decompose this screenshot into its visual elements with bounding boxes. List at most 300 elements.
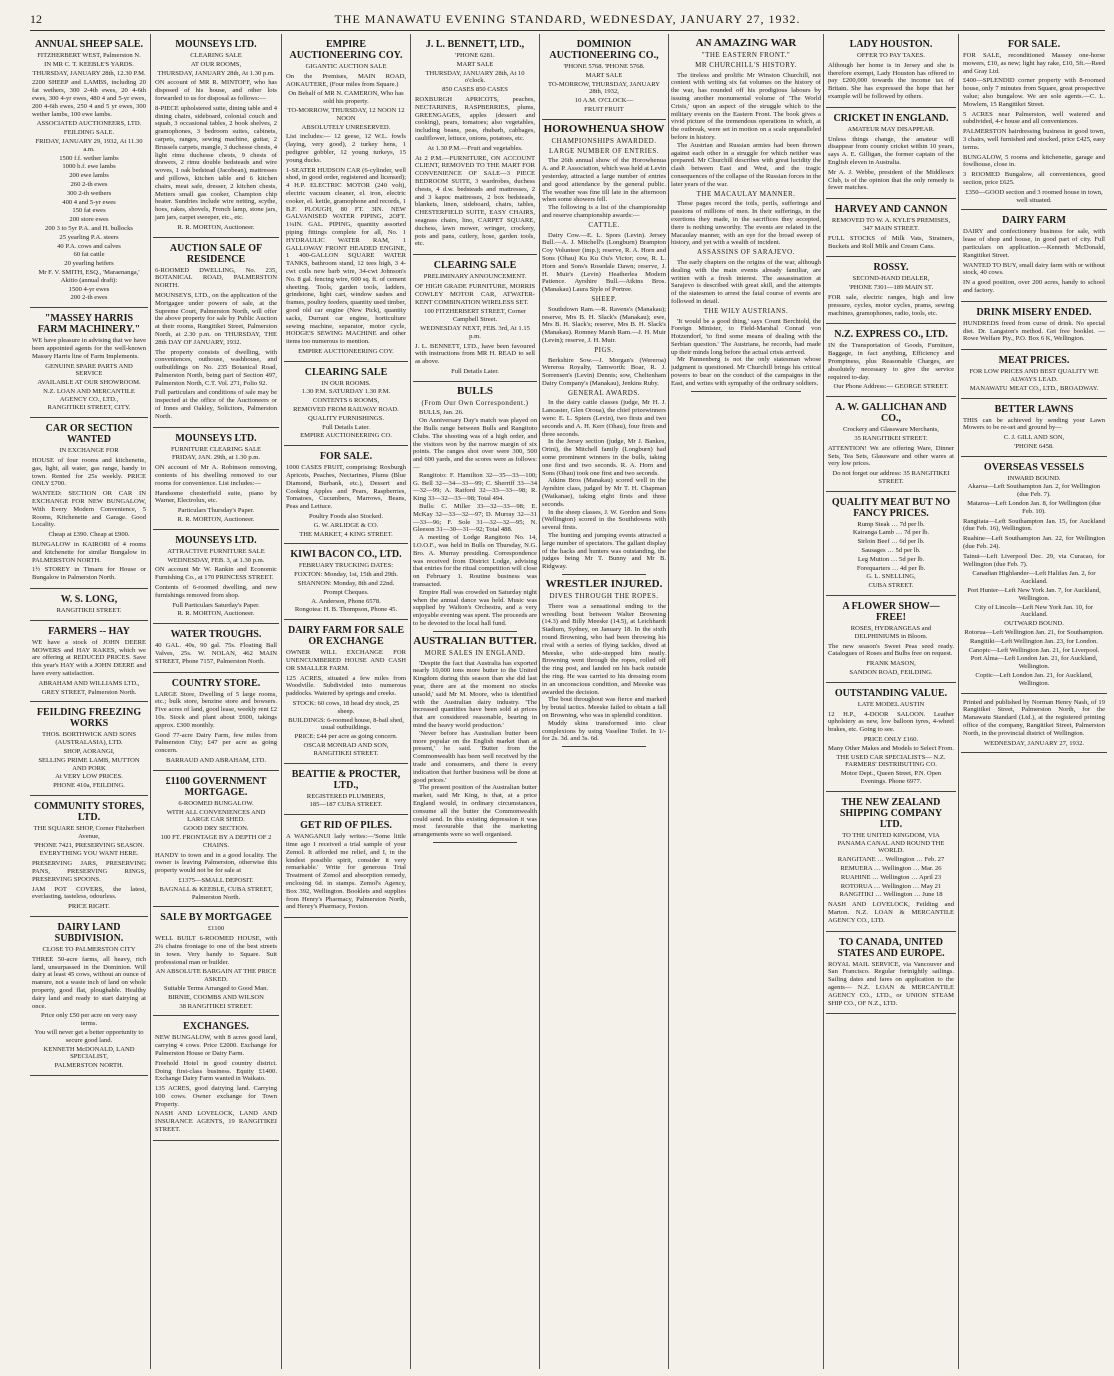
ad-text: Sirloin Beef … 6d per lb. bbox=[857, 538, 925, 546]
advertisement bbox=[30, 702, 148, 796]
advertisement bbox=[961, 399, 1107, 457]
advertisement bbox=[826, 34, 956, 108]
ad-heading: CLEARING SALE bbox=[304, 366, 388, 378]
ad-text: The new season's Sweet Peas seed ready. Catalogues of Roses and Bulbs free on request. bbox=[828, 642, 954, 658]
ad-heading: MOUNSEYS LTD. bbox=[175, 39, 257, 50]
ad-text: 125 ACRES, situated a few miles from Woodville. Subdivided into numerous paddocks. Watered by springs and creeks. bbox=[286, 674, 406, 698]
advertisement bbox=[826, 257, 956, 324]
article-subhead: LARGE NUMBER OF ENTRIES. bbox=[548, 146, 659, 155]
ad-text: HANDY to town and in a good locality. The owner is leaving Palmerston, otherwise this property would not be for sale at bbox=[155, 851, 277, 875]
ad-text: THIS can be achieved by sending your Lawn Mowers to be re-set and ground by— bbox=[963, 416, 1105, 432]
news-article bbox=[542, 123, 666, 571]
ad-text: FULL STOCKS of Milk Vats, Strainers, Buckets and Roll Milk and Cream Cans. bbox=[828, 234, 954, 250]
ad-text: AMATEUR MAY DISAPPEAR. bbox=[847, 125, 935, 133]
ad-text: IN the Transportation of Goods, Furniture, Baggage, in fact anything, Efficiency and Promptness, plus Reasonable Charges, are absolutely necessary to give the service required to-day. bbox=[828, 342, 954, 381]
ad-heading: MEAT PRICES. bbox=[998, 355, 1070, 367]
ad-heading: FOR SALE. bbox=[319, 451, 373, 463]
ad-text: Suitable Terms Arranged to Good Man. bbox=[163, 984, 269, 992]
ad-text: IN MR C. T. KEEBLE'S YARDS. bbox=[44, 60, 134, 68]
advertisement bbox=[30, 589, 148, 621]
ad-text: PALMERSTON NORTH. bbox=[54, 1062, 124, 1070]
ad-text: City of Lincoln—Left New York Jan. 10, for Auckland. bbox=[975, 603, 1093, 619]
ad-text: 'PHONE 7421, PRESERVING SEASON. bbox=[33, 841, 145, 849]
section-subhead: SHEEP. bbox=[591, 294, 617, 303]
ad-text: WITH ALL CONVENIENCES AND LARGE CAR SHED. bbox=[166, 808, 266, 824]
column-rule bbox=[281, 34, 282, 1369]
advertisement bbox=[826, 397, 956, 492]
ad-text: CUBA STREET. bbox=[868, 582, 914, 590]
ad-text: CLOSE TO PALMERSTON CITY bbox=[42, 945, 136, 953]
ad-text: Our Phone Address:— GEORGE STREET. bbox=[833, 383, 949, 391]
news-article bbox=[413, 385, 537, 628]
ad-text: 6-ROOMED DWELLING, No. 235, BOTANICAL ROAD, PALMERSTON NORTH. bbox=[155, 266, 277, 290]
ad-text: GOOD DRY SECTION. bbox=[183, 825, 249, 833]
column-2 bbox=[153, 34, 279, 1369]
column-rule bbox=[539, 34, 540, 1369]
ad-text: EVERYTHING YOU WANT HERE. bbox=[39, 850, 139, 858]
ad-text: THE USED CAR SPECIALISTS— N.Z. FARMERS' DISTRIBUTING CO. bbox=[836, 753, 946, 769]
ad-text: REMUERA … Wellington … Mar. 26 bbox=[840, 865, 942, 872]
ad-text: PRICE RIGHT. bbox=[68, 903, 110, 911]
column-rule bbox=[823, 34, 824, 1369]
ad-text: Although her home is in Jersey and she is therefore exempt, Lady Houston has offered to pay £200,000 towards the income tax of Britain. She has expressed the hope that her example will be followed by others. bbox=[828, 61, 954, 100]
ad-text: THURSDAY, JANUARY 28th, At 10 o'clock. bbox=[425, 69, 525, 85]
ad-text: Particulars Thursday's Paper. bbox=[177, 507, 255, 515]
ad-text: Good 77-acre Dairy Farm, few miles from Palmerston City; £47 per acre as going concern. bbox=[155, 731, 277, 755]
ad-text: OUTWARD BOUND. bbox=[1004, 620, 1064, 628]
ad-heading: QUALITY MEAT BUT NO FANCY PRICES. bbox=[831, 496, 951, 519]
ad-text: 850 CASES 850 CASES bbox=[442, 86, 508, 94]
ad-text: 1-SEATER HUDSON CAR (6-cylinder, well shod, in good order, registered and licensed); 4 H.P. ELECTRIC MOTOR (240 volt), electric vacuum cleaner, el. iron, electric cooker, el. kettle, gramophone and records, 1 B.F. PLOUGH, 80 FT. 3IN. NEW GALVANISED WATER PIPING, 2OFT. 1¼IN. GAL. PIPING, quantity assorted piping fittings complete for all, No. 1 HYDRAULIC WATER RAM, 1 GALLOWAY FRONT HEADED ENGINE, 1 400-GALLON SQUARE WATER TANKS, bathroom stand, 12 tees high, 3 4-cwt coils new barb wire, 34-cwt Johnson's No. 8 gal. fencing wire, 600 sq. ft. of cement sheeting. Tools, garden tools, ladders, grindstone, light cart, window sashes and frames, poultry feeders, quantity used timber, good old car engine (New Pick), quantity sacks, Durrant car engine, horticulture sewing machine, separator, motor cycle, HODGE'S SEWING MACHINE and other items too numerous to mention. bbox=[286, 166, 406, 346]
ad-text: Poultry Foods also Stocked. bbox=[309, 513, 383, 521]
ad-text: BUNGALOW, 5 rooms and kitchenette, garage and fowlhouse, close in. bbox=[963, 153, 1105, 169]
ad-text: 6-ROOMED BUNGALOW. bbox=[178, 799, 254, 807]
ad-text: AN ABSOLUTE BARGAIN AT THE PRICE ASKED. bbox=[155, 968, 277, 984]
advertisement bbox=[30, 418, 148, 589]
advertisement bbox=[826, 492, 956, 596]
ad-text: Rongotea: H. B. Thompson, Phone 45. bbox=[294, 606, 398, 614]
ad-text: At 1.30 P.M.—Fruit and vegetables. bbox=[427, 144, 523, 152]
ad-text: Tainui—Left Liverpool Dec. 29, via Curacao, for Wellington (due Feb. 7). bbox=[963, 552, 1105, 568]
ad-text: 10 A.M. O'CLOCK— bbox=[574, 97, 634, 105]
ad-text: JAM POT COVERS, the latest, everlasting, tasteless, odourless. bbox=[32, 885, 146, 901]
ad-text: 1.30 P.M. SATURDAY 1.30 P.M. bbox=[301, 388, 391, 396]
ad-text: Sausages … 5d per lb. bbox=[861, 547, 921, 555]
ad-text: THOS. BORTHWICK AND SONS (AUSTRALASIA), LTD. bbox=[41, 731, 137, 747]
ad-text: Printed and published by Norman Henry Nash, of 19 Rangitikei Street, Palmerston North, for the Manawatu Standard (Ltd.), at the registered printing office of the company, Rangitikei Street, Palmerston North, in the provincial district of Wellington. bbox=[963, 698, 1105, 737]
ad-text: 1000 CASES FRUIT, comprising: Roxburgh Apricots, Peaches, Nectarines, Plums (Blue Diamond, Burbank, etc.), Dessert and Cooking Apples and Pears, Raspberries, Tomatoes, Cucumbers, Marrows, Beans, Peas and Lettuce. bbox=[286, 464, 406, 511]
ad-text: FEILDING SALE. bbox=[63, 129, 115, 137]
advertisement bbox=[30, 796, 148, 917]
ad-text: 38 RANGITIKEI STREET. bbox=[179, 1002, 253, 1010]
ad-heading: COMMUNITY STORES, LTD. bbox=[33, 800, 144, 823]
ad-text: 200 3 to 5yr P.A. and H. bullocks bbox=[45, 224, 133, 232]
article-paragraph: Rangitoto: F. Hamilton 32—35—33—100; G. Bell 32—34—33—99; C. Sherriff 33—34—32—99; A. Ratford 32—33—33—98; R. King 33—32—33—98; Total 494. bbox=[413, 471, 537, 503]
advertisement bbox=[284, 362, 408, 447]
advertisement bbox=[284, 34, 408, 362]
article-paragraph: Muddy skins transformed into clear complexions by using Vaseline Toilet. In 1/- for 2s. 3d. and 3s. 6d. bbox=[542, 719, 666, 743]
ad-text: FOR LOW PRICES AND BEST QUALITY WE ALWAYS LEAD. bbox=[969, 368, 1099, 383]
ad-text: WANTED: SECTION OR CAR IN EXCHANGE FOR NEW BUNGALOW, With Every Modern Convenience, 5 Rooms, Kitchenette and Garage. Good Locality. bbox=[32, 490, 146, 529]
ad-heading: FARMERS -- HAY bbox=[48, 625, 130, 637]
ad-text: You will never get a better opportunity to secure good land. bbox=[34, 1028, 144, 1044]
advertisement bbox=[826, 932, 956, 1015]
ad-heading: BEATTIE & PROCTER, LTD., bbox=[291, 768, 401, 791]
ad-heading: OUTSTANDING VALUE. bbox=[834, 687, 948, 699]
ad-text: Full Particulars Saturday's Paper. bbox=[172, 601, 260, 609]
advertisement bbox=[826, 792, 956, 932]
ad-text: List includes:— 12 geese, 12 W.L. fowls (laying, very good), 2 turkey hens, 1 pedigree gobbler, 12 young turkeys, 15 young ducks. bbox=[286, 133, 406, 164]
ad-heading: BETTER LAWNS bbox=[994, 403, 1074, 415]
article-headline: AUSTRALIAN BUTTER. bbox=[413, 634, 537, 647]
ad-text: TO-MORROW, THURSDAY, 12 NOON 12 NOON bbox=[287, 106, 405, 122]
article-paragraph: The early chapters on the origins of the war, although dealing with the main events already familiar, are written with a fresh interest. The assassination at Sarajevo is described with great skill, and the attempts of the statesmen to arrest the fatal course of events are followed in detail. bbox=[671, 258, 821, 305]
ad-text: PRESERVING JARS, PRESERVING PANS, PRESERVING RINGS, PRESERVING SPOONS. bbox=[32, 860, 146, 883]
ad-text: 60 fat cattle bbox=[73, 251, 105, 259]
ad-text: ASSOCIATED AUCTIONEERS, LTD. bbox=[36, 120, 142, 128]
ad-text: BIRNIE, COOMBS AND WILSON bbox=[168, 993, 264, 1001]
advertisement bbox=[961, 210, 1107, 301]
article-paragraph: On Anniversary Day's match was played on the Bulls range between Bulls and Rangitoto Clubs. The shooting was of a high order, and the visitors won by the narrow margin of six points. The ranges shot over were 300, 500 and 600 yards, and the scores were as follows:— bbox=[413, 417, 537, 472]
ad-heading: DAIRY LAND SUBDIVISION. bbox=[54, 921, 124, 944]
ad-text: REMOVED FROM RAILWAY ROAD. bbox=[293, 406, 399, 414]
article-paragraph: The tireless and prolific Mr Winston Churchill, not content with writing six fat volumes on the history of the war, has rounded off his prodigious labours by issuing another monumental volume of 'The World Crisis,' upon an aspect of the struggle which to the military events on the Eastern Front. The book gives a vivid picture of the tremendous operations in which, at the outbreak, were set in motion on a scale unparalleled before in history. bbox=[671, 71, 821, 141]
article-paragraph: In the Jersey section (judge, Mr J. Bankes, Orini), the Mitchell family (Longburn) had some prominent winners in the bulls, taking one first and two seconds. R. A. Horn and Sons (Ohau) took one first and two seconds. bbox=[542, 438, 666, 477]
ad-text: Motor Dept., Queen Street, P.N. Open Evenings. Phone 6977. bbox=[840, 770, 942, 786]
column-rule bbox=[410, 34, 411, 1369]
ad-heading: SALE BY MORTGAGEE bbox=[160, 912, 272, 924]
ad-heading: £1100 GOVERNMENT MORTGAGE. bbox=[165, 775, 267, 798]
ad-text: 40 GAL. 40s, 90 gal. 75s. Floating Ball Valves, 25s. W. NOLAN, 462 MAIN STREET, Phone 7157, Palmerston North. bbox=[155, 642, 277, 665]
ad-text: FRIDAY, JANUARY 29, 1932, At 11.30 a.m. bbox=[35, 137, 143, 153]
article-paragraph: These pages record the toils, perils, sufferings and passions of millions of men. In their sufferings, in the exertions they made, in the sacrifices they accepted, there is nothing unworthy. The events are related in the Macaulay manner, with an eye for the broad sweep of history, and yet with a wealth of incident. bbox=[671, 200, 821, 247]
ad-text: 'PHONE 5768. 'PHONE 5768. bbox=[563, 63, 645, 70]
ad-text: BARRAUD AND ABRAHAM, LTD. bbox=[166, 756, 266, 764]
ad-text: QUALITY FURNISHINGS. bbox=[308, 414, 384, 422]
advertisement bbox=[961, 350, 1107, 398]
news-article bbox=[671, 37, 821, 388]
ad-heading: THE NEW ZEALAND SHIPPING COMPANY LTD. bbox=[839, 796, 943, 830]
ad-text: Price only £50 per acre on very easy terms. bbox=[40, 1012, 138, 1028]
article-paragraph: 'Never before has Australian butter been more popular on the English market than at present,' he said. 'Butter from the Commonwealth has been well received by the trade and consumers, and there is every indication that further business will be done at good prices.' bbox=[413, 729, 537, 784]
ad-text: Full particulars and conditions of sale may be inspected at the office of the Auctioneers or of Innes and Oakley, Solicitors, Palmerston North. bbox=[155, 389, 277, 420]
ad-text: RANGITIKEI STREET. bbox=[56, 607, 122, 615]
ad-text: 25 yearling P.A. steers bbox=[59, 233, 119, 241]
advertisement bbox=[153, 34, 279, 238]
ad-text: CLEARING SALE bbox=[190, 52, 242, 59]
ad-heading: LADY HOUSTON. bbox=[849, 39, 933, 50]
ad-heading: AUCTION SALE OF RESIDENCE bbox=[169, 242, 263, 265]
ad-text: ROXBURGH APRICOTS, peaches, NECTARINES, RASPBERRIES, plums, GREENGAGES, apples (dessert and cooking), pears, tomatoes; also vegetables, including beans, peas, rhubarb, cabbages, cauliflower, lettuce, onions, potatoes, etc. bbox=[415, 95, 535, 142]
article-paragraph: Atkins Bros (Manakau) scored well in the Ayrshire class, judged by Mr T. H. Chapman (Waikanae), taking eight firsts and three seconds. bbox=[542, 477, 666, 508]
ad-heading: MOUNSEYS LTD. bbox=[175, 432, 257, 444]
ad-text: 1000 b.f. ewe lambs bbox=[62, 163, 116, 171]
ad-text: TO THE UNITED KINGDOM, VIA PANAMA CANAL AND ROUND THE WORLD. bbox=[837, 831, 945, 855]
ad-text: Unless things change, the amateur will disappear from county cricket within 10 years, says A. E. Gilligan, the former captain of the English eleven in Australia. bbox=[828, 135, 954, 166]
column-5 bbox=[542, 34, 666, 1369]
ad-text: £400—SPLENDID corner property with 8-roomed house, only 7 minutes from Square, great prospective value; also bungalow. We are sole agents.—C. L. Mowlem, 15 Rangitikei Street. bbox=[963, 77, 1105, 108]
ad-text: FURNITURE CLEARING SALE bbox=[170, 445, 262, 453]
news-article bbox=[413, 635, 537, 839]
article-subhead: MR CHURCHILL'S HISTORY. bbox=[695, 60, 797, 69]
ad-text: PRELIMINARY ANNOUNCEMENT. bbox=[423, 273, 527, 281]
ad-text: 1½ STOREY in Timaru for House or Bungalow in Palmerston North. bbox=[32, 566, 146, 582]
article-subhead: CHAMPIONSHIPS AWARDED. bbox=[551, 136, 657, 145]
article-paragraph: The bout throughout was fierce and marked by brutal tactics. Meeske failed to obtain a fall on Browning, who was in splendid condition. bbox=[542, 696, 666, 719]
ad-text: 40 P.A. cows and calves bbox=[57, 242, 121, 250]
article-subhead: MORE SALES IN ENGLAND. bbox=[424, 648, 526, 657]
ad-text: 200 ewe lambs bbox=[69, 172, 109, 180]
advertisement bbox=[153, 907, 279, 1016]
ad-text: Rotorua—Left Wellington Jan. 21, for Southampton. bbox=[964, 629, 1104, 637]
advertisement bbox=[30, 917, 148, 1076]
ad-heading: GET RID OF PILES. bbox=[300, 820, 392, 832]
ad-text: G. L. SNELLING, bbox=[866, 573, 916, 581]
ad-text: ROYAL MAIL SERVICE, via Vancouver and San Francisco. Regular fortnightly sailings. Sailing dates and fares on application to the agents— N.Z. LOAN & MERCANTILE AGENCY CO., LTD., or UNION STEAM SHIP CO., OF N.Z., LTD. bbox=[828, 960, 954, 1007]
advertisement bbox=[826, 199, 956, 257]
advertisement bbox=[826, 596, 956, 683]
ad-text: NASH AND LOVELOCK, LAND AND INSURANCE AGENTS, 19 RANGITIKEI STREET. bbox=[155, 1110, 277, 1134]
ad-text: PHONE 410a, FEILDING. bbox=[53, 782, 125, 790]
article-subhead: (From Our Own Correspondent.) bbox=[421, 398, 529, 407]
ad-heading: CLEARING SALE bbox=[433, 260, 517, 272]
ad-text: IN EXCHANGE FOR bbox=[59, 447, 119, 455]
ad-text: MOUNSEYS, LTD., on the application of the Mortgagee under powers of sale, at the Supreme Court, Palmerston North, will offer the above property for sale by Public Auction at their rooms, Rangitikei Street, Palmerston North, at 2.30 p.m. on THURSDAY, THE 28th DAY OF JANUARY, 1932. bbox=[155, 291, 277, 346]
ad-text: HOUSE of four rooms and kitchenette, gas, light, all water, gas range, handy to town. Rented for 25s weekly. PRICE ONLY £700. bbox=[32, 457, 146, 488]
ad-text: Port Hunter—Left New York Jan. 7, for Auckland, Wellington. bbox=[967, 587, 1101, 602]
article-paragraph: The hunting and jumping events attracted a large number of spectators. The gallant display of the hacks and hunters was outstanding, the judges being Mr T. Bunny and Mr B. Ridgway. bbox=[542, 532, 666, 571]
ad-heading: A. W. GALLICHAN AND CO., bbox=[835, 402, 947, 425]
ad-text: Crockery and Glassware Merchants, bbox=[843, 426, 939, 434]
ad-text: WE have a stock of JOHN DEERE MOWERS and HAY RAKES, which we are offering at REDUCED PRICES. Save this year's HAY with a JOHN DEERE and have every satisfaction. bbox=[32, 638, 146, 678]
article-paragraph: 'Despite the fact that Australia has exported nearly 10,000 tons more butter to the United Kingdom during this season than she did last year, there are at the moment no stocks unsold,' said Mr M. Moore, who is identified with the Australian dairy industry. 'The increased quantities have been sold at prices that are considered reasonable, bearing in mind the heavy world production.' bbox=[413, 659, 537, 729]
ad-text: REGISTERED PLUMBERS, bbox=[306, 792, 386, 800]
article-paragraph: The following is a list of the championship and reserve championship awards:— bbox=[542, 204, 666, 219]
ad-text: Canopic—Left Wellington Jan. 21, for Liverpool. bbox=[968, 646, 1100, 654]
ad-text: On Behalf of MR N. CAMERON, Who has sold his property. bbox=[288, 90, 404, 106]
advertisement bbox=[961, 457, 1107, 694]
ad-heading: DOMINION AUCTIONEERING CO., bbox=[549, 39, 659, 61]
ad-text: Rangitiki—Left Wellington Jan. 23, for London. bbox=[970, 637, 1098, 645]
advertisement bbox=[961, 694, 1107, 754]
page-number: 12 bbox=[30, 12, 42, 26]
ad-text: ATTENTION! We are offering Ware, Dinner Sets, Tea Sets, Glassware and other wares at very low prices. bbox=[828, 444, 954, 468]
advertisement bbox=[961, 34, 1107, 210]
ad-text: FEBRUARY TRUCKING DATES: bbox=[298, 562, 394, 570]
ad-text: GREY STREET, Palmerston North. bbox=[41, 688, 137, 696]
ad-text: FITZHERBERT WEST, Palmerston N. bbox=[37, 52, 141, 59]
ad-heading: CRICKET IN ENGLAND. bbox=[833, 112, 949, 124]
ad-text: £350—GOOD section and 3 roomed house in town, well situated. bbox=[965, 188, 1103, 204]
article-paragraph: The Austrian and Russian armies had been thrown against each other in a struggle for which neither was prepared. Mr Churchill describes with great lucidity the clash between East and West, and the tragic consequences of the collapse of the Russian forces in the later years of the war. bbox=[671, 141, 821, 188]
ad-text: The property consists of dwelling, with conveniences, outhouse, washhouse, and outbuildings on No. 235 Botanical Road, Palmerston North, being part of Section 497, Palmerston North, C.T. Vol. 271, Folio 92. bbox=[155, 348, 277, 387]
ad-text: NASH AND LOVELOCK, Feilding and Marton. N.Z. LOAN & MERCANTILE AGENCY CO., LTD. bbox=[828, 901, 954, 924]
ad-text: INWARD BOUND. bbox=[1007, 474, 1061, 482]
ad-text: 135 ACRES, good dairying land. Carrying 100 cows. Owner exchange for Town Property. bbox=[155, 1085, 277, 1108]
article-headline: WRESTLER INJURED. bbox=[545, 578, 663, 591]
ad-text: R. R. MORTON, Auctioneer. bbox=[177, 516, 255, 524]
advertisement bbox=[826, 683, 956, 792]
ad-text: WANTED TO BUY, small dairy farm with or without stock, 40 cows. bbox=[963, 261, 1105, 277]
section-subhead: PIGS. bbox=[594, 345, 614, 354]
ad-text: Handsome chesterfield suite, piano by Warner, Electrolux, etc. bbox=[155, 489, 277, 505]
ad-text: STOCK: 60 cows, 18 head dry stock, 25 sheep. bbox=[292, 700, 400, 715]
ad-heading: ANNUAL SHEEP SALE. bbox=[34, 39, 144, 50]
ad-heading: COUNTRY STORE. bbox=[171, 677, 261, 689]
ad-text: R. R. MORTON, Auctioneer. bbox=[177, 223, 255, 231]
ad-text: ROSES, HYDRANGEAS and DELPHINIUMS in Bloom. bbox=[850, 625, 932, 640]
section-subhead: THE MACAULAY MANNER. bbox=[696, 189, 796, 198]
ad-heading: "MASSEY HARRIS FARM MACHINERY." bbox=[37, 313, 141, 336]
advertisement bbox=[153, 624, 279, 672]
ad-heading: KIWI BACON CO., LTD. bbox=[290, 549, 402, 561]
ad-text: SECOND-HAND DEALER, bbox=[852, 275, 930, 283]
ad-heading: FEILDING FREEZING WORKS bbox=[36, 707, 142, 730]
ad-text: RANGITANE … Wellington … Feb. 27 bbox=[837, 856, 945, 864]
advertisement bbox=[826, 324, 956, 397]
ad-text: 100 FITZHERBERT STREET, Corner Campbell Street. bbox=[424, 308, 526, 324]
section-subhead: GENERAL AWARDS. bbox=[567, 388, 640, 397]
column-rule bbox=[668, 34, 669, 1369]
advertisement bbox=[284, 544, 408, 620]
column-7 bbox=[826, 34, 956, 1369]
ad-heading: WATER TROUGHS. bbox=[170, 629, 262, 641]
ad-heading: A FLOWER SHOW—FREE! bbox=[842, 601, 940, 624]
ad-text: Mr F. V. SMITH, ESQ., 'Maraenanga,' Akitio (annual draft): bbox=[38, 268, 140, 284]
ad-text: 3 ROOMED Bungalow, all conveniences, good section, price £625. bbox=[963, 171, 1105, 186]
ad-text: A. Anderson, Phone 6578. bbox=[311, 597, 381, 605]
ad-heading: ROSSY. bbox=[873, 262, 909, 274]
ad-text: RANGITIKEI STREET, CITY. bbox=[47, 404, 131, 412]
advertisement bbox=[153, 1016, 279, 1141]
ad-text: 185—187 CUBA STREET. bbox=[309, 801, 383, 809]
ad-heading: EXCHANGES. bbox=[183, 1021, 249, 1033]
ad-text: 300 2-th wethers bbox=[66, 189, 112, 197]
ad-text: PALMERSTON hairdressing business in good town, 3 chairs, well furnished and stocked, price £425, easy terms. bbox=[963, 128, 1105, 151]
ad-text: WE have pleasure in advising that we have been appointed agents for the well-known Massey Harris line of Farm Implements. bbox=[32, 337, 146, 360]
advertisement bbox=[153, 238, 279, 428]
ad-text: OSCAR MONRAD AND SON, RANGITIKEI STREET. bbox=[303, 741, 389, 757]
ad-text: RUAHINE … Wellington … April 23 bbox=[840, 873, 942, 881]
column-1 bbox=[30, 34, 148, 1369]
ad-text: 200 store ewes bbox=[69, 216, 109, 224]
ad-text: CONTENTS 6 ROOMS, bbox=[312, 397, 380, 405]
ad-text: N.Z. LOAN AND MERCANTILE AGENCY CO., LTD., bbox=[43, 387, 135, 403]
ad-text: SELLING PRIME LAMB, MUTTON AND PORK bbox=[38, 756, 140, 772]
article-paragraph: Southdown Ram.—R. Ravens's (Manakau); reserve, Mrs B. H. Slack's (Manakau); ewe, Mrs B. H. Slack's; reserve, Mrs B. H. Slack's (Manakau). Romney Marsh Ram.—J. H. Muir (Levin); reserve, J. H. Muir. bbox=[542, 305, 666, 344]
section-subhead: THE WILY AUSTRIANS. bbox=[703, 306, 789, 315]
ad-text: 1500 f.f. wether lambs bbox=[59, 154, 119, 162]
ad-text: MANAWATU MEAT CO., LTD., BROADWAY. bbox=[969, 384, 1099, 392]
ad-text: WELL BUILT 6-ROOMED HOUSE, with 2¼ chains frontage to one of the best streets in town. Very handy to Square. Suit professional man or builder. bbox=[155, 935, 277, 966]
article-paragraph: Mr Pannenberg is not the only statesman whose judgment is questioned. Mr Churchill brings his critical powers to bear on the conduct of the campaigns in the East, and writes with sympathy of the ordinary soldiers. bbox=[671, 356, 821, 387]
ad-heading: MOUNSEYS LTD. bbox=[175, 534, 257, 546]
ad-text: 'PHONE 6458. bbox=[1014, 442, 1054, 450]
ad-heading: OVERSEAS VESSELS bbox=[983, 461, 1085, 473]
ad-text: KENNETH McDONALD, LAND SPECIALIST, bbox=[43, 1045, 135, 1061]
advertisement bbox=[284, 620, 408, 763]
article-headline: AN AMAZING WAR bbox=[695, 37, 797, 49]
ad-text: ON account Mr W. Rankin and Economic Furnishing Co., at 170 PRINCESS STREET. bbox=[155, 566, 277, 582]
column-rule bbox=[150, 34, 151, 1369]
ad-text: Port Alma—Left London Jan. 21, for Auckland, Wellington. bbox=[970, 655, 1098, 671]
ad-text: BUILDINGS: 6-roomed house, 8-bail shed, usual outbuildings. bbox=[288, 716, 404, 732]
article-paragraph: There was a sensational ending to the wrestling bout between Walter Browning (14.3) and Billy Meeske (14.5), at Leichhardt Stadium, Sydney, on January 18. In the sixth round Browning, who had been throwing his rival with a series of flying tackles, dived at Meeske, who side-stepped him neatly. Browning went through the ropes, rolled off the ring post, and landed on his back outside the ring. He was carried to his dressing room in an unconscious condition, and Meeske was awarded the decision. bbox=[542, 602, 666, 696]
article-paragraph: Bulls: C. Miller 33—32—33—98; E. McKay 32—33—32—97; D. Murray 32—31—33—96; F. Sole 31—32—32—95; N. Gleeson 31—30—31—92; Total 488. bbox=[413, 503, 537, 534]
advertisement bbox=[542, 34, 666, 120]
ad-text: Coptic—Left London Jan. 21, for Auckland, Wellington. bbox=[975, 672, 1093, 687]
ad-text: Many Other Makes and Models to Select From. bbox=[828, 744, 954, 752]
advertisement bbox=[153, 771, 279, 908]
ad-text: ON account of MR R. MINTOFF, who has disposed of his house, and other lots forwarded to us for disposal as follows:— bbox=[155, 79, 277, 102]
ad-text: At 2 P.M.—FURNITURE, ON ACCOUNT CLIENT, REMOVED TO THE MART FOR CONVENIENCE OF SALE—3 PIECE BEDROOM SUITE, 3 wardrobes, duchess chests, 4 d.w. bedsteads and mattresses, 2 and 3 kapoc mattresses, 2 box bedsteads, blankets, linen, sideboard, chairs, tables, CHESTERFIELD SUITE, EASY CHAIRS, seagrass chairs, lino, CARPET SQUARE, duchess, lawn mower, wringer, crockery, pots and pans, cutlery, hose, garden tools, etc. bbox=[415, 154, 535, 248]
ad-text: Prompt Cheques. bbox=[323, 588, 369, 596]
ad-text: ROTORUA … Wellington … May 21 bbox=[840, 882, 942, 890]
ad-text: PRICE ONLY £160. bbox=[863, 736, 919, 744]
ad-heading: EMPIRE AUCTIONEERING COY. bbox=[289, 39, 403, 61]
ad-text: SHOP, AORANGI, bbox=[63, 748, 115, 755]
ad-text: 12 H.P., 4-DOOR SALOON. Leather upholstery as new, low balloon tyres, 4-wheel brakes, etc. Going to see. bbox=[828, 710, 954, 734]
ad-text: C. J. GILL AND SON, bbox=[1003, 434, 1065, 442]
ad-text: Forequarters … 4d per lb. bbox=[856, 564, 926, 572]
ad-text: OWNER WILL EXCHANGE FOR UNENCUMBERED HOUSE AND CASH OR SMALLER FARM. bbox=[286, 649, 406, 672]
article-subhead: "THE EASTERN FRONT." bbox=[701, 51, 791, 59]
ad-heading: W. S. LONG, bbox=[60, 594, 118, 606]
article-headline: BULLS bbox=[456, 384, 494, 397]
ad-text: Cheap at £390. Cheap at £900. bbox=[48, 531, 130, 539]
advertisement bbox=[30, 34, 148, 308]
ad-text: £1100 bbox=[207, 925, 225, 933]
ad-text: THURSDAY, JANUARY 28th, 12.30 P.M. bbox=[32, 69, 146, 77]
masthead bbox=[30, 10, 1105, 31]
advertisement bbox=[30, 308, 148, 418]
ad-text: WEDNESDAY, FEB. 3, at 1.30 p.m. bbox=[167, 556, 265, 564]
advertisement bbox=[413, 255, 537, 382]
ad-text: IN a good position, over 200 acres, handy to school and factory. bbox=[963, 279, 1105, 294]
article-paragraph: The 26th annual show of the Horowhenua A. and P. Association, which was held at Levin yesterday, attracted a large number of entries and good attendance by the general public. The weather was fine till late in the afternoon when some showers fell. bbox=[542, 157, 666, 204]
ad-text: Mr A. J. Webbe, president of the Middlesex Club, is of the opinion that the only remedy is fewer matches. bbox=[828, 168, 954, 192]
ad-text: THE SQUARE SHOP, Corner Fitzherbert Avenue, bbox=[33, 824, 145, 840]
advertisement bbox=[284, 815, 408, 918]
ad-text: 5 ACRES near Palmerston, well watered and subdivided, 4-r house and all conveniences. bbox=[963, 110, 1105, 126]
advertisement bbox=[153, 428, 279, 530]
ad-text: Freehold Hotel in good country district. Doing first-class business. Equity £1400. Exchange Dairy Farm wanted in Waikato. bbox=[155, 1059, 277, 1083]
ad-heading: DRINK MISERY ENDED. bbox=[976, 306, 1092, 318]
ad-text: Contents of 6-roomed dwelling, and new furnishings removed from shop. bbox=[155, 584, 277, 599]
column-8 bbox=[961, 34, 1107, 1369]
ad-heading: N.Z. EXPRESS CO., LTD. bbox=[834, 329, 948, 341]
ad-text: Do not forget our address: 35 RANGITIKEI STREET. bbox=[832, 470, 950, 485]
ad-text: LATE MODEL AUSTIN bbox=[857, 700, 925, 708]
ad-text: MART SALE bbox=[585, 71, 623, 79]
section-subhead: ASSASSINS OF SARAJEVO. bbox=[697, 248, 795, 257]
article-rule bbox=[433, 631, 517, 632]
ad-text: IN OUR ROOMS. bbox=[321, 379, 371, 387]
ad-text: R. R. MORTON, Auctioneer. bbox=[177, 610, 255, 618]
ad-text: OFFER TO PAY TAXES. bbox=[857, 52, 925, 59]
article-paragraph: The present position of the Australian butter market, said Mr King, is that, at a price England would, in ordinary circumstances, consume all the butter the Commonwealth could send. In this existing depression it was most favourable that the marketing arrangements were so well organised. bbox=[413, 784, 537, 839]
ad-text: ABSOLUTELY UNRESERVED. bbox=[301, 123, 391, 131]
ad-text: 'PHONE 7301—189 MAIN ST. bbox=[848, 284, 934, 292]
ad-text: G. W. ARLIDGE & CO. bbox=[313, 521, 379, 529]
ad-heading: DAIRY FARM bbox=[1002, 215, 1066, 227]
ad-text: £1375—SMALL DEPOSIT. bbox=[178, 876, 254, 884]
ad-text: PRICE: £44 per acre as going concern. bbox=[294, 733, 398, 741]
article-rule bbox=[691, 391, 801, 392]
section-subhead: CATTLE. bbox=[588, 220, 620, 229]
article-paragraph: In the sheep classes, J. W. Gordon and Sons (Wellington) scored in the Southdowns with several firsts. bbox=[542, 508, 666, 532]
ad-text: ON account of Mr A. Robinson removing, contents of his dwelling removed to our rooms for convenience. List includes:— bbox=[155, 464, 277, 487]
